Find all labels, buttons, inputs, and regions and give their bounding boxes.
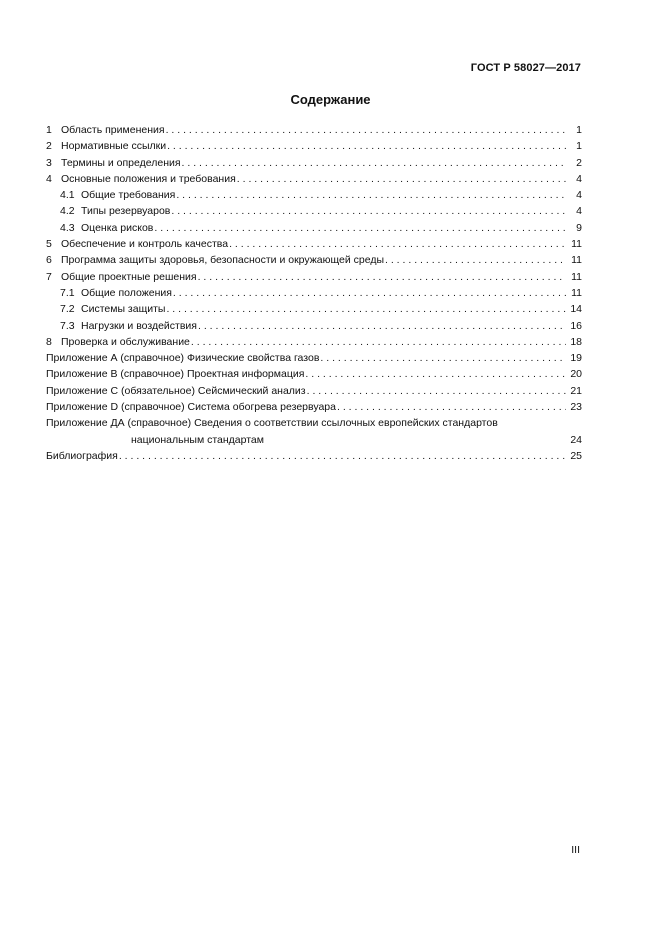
- toc-entry-number: 3: [46, 156, 52, 169]
- toc-entry-appendix-a[interactable]: [46, 350, 582, 366]
- toc-entry-4-3[interactable]: [46, 220, 582, 236]
- toc-entry-label: Нагрузки и воздействия: [81, 319, 197, 332]
- toc-leader-dots: [167, 138, 566, 154]
- toc-leader-dots: [320, 350, 566, 366]
- toc-leader-dots: [166, 122, 566, 138]
- toc-entry-page: 16: [570, 319, 582, 332]
- toc-entry-number: 4.1: [60, 189, 75, 202]
- toc-entry-number: 7.3: [60, 319, 75, 332]
- toc-leader-dots: [385, 252, 566, 268]
- page-number: III: [571, 844, 580, 856]
- toc-entry-7-2[interactable]: [46, 301, 582, 317]
- toc-entry-number: 6: [46, 254, 52, 267]
- toc-leader-dots: [182, 155, 566, 171]
- toc-entry-page: 18: [570, 335, 582, 348]
- toc-entry-label-line2: национальным стандартам: [131, 433, 264, 446]
- toc-entry-bibliography[interactable]: [46, 448, 582, 464]
- toc-entry-page: 4: [576, 189, 582, 202]
- toc-entry-7-3[interactable]: [46, 318, 582, 334]
- toc-entry-label: Библиография: [46, 449, 118, 462]
- toc-entry-appendix-b[interactable]: [46, 366, 582, 382]
- toc-entry-page: 25: [570, 449, 582, 462]
- toc-entry-label: Общие положения: [81, 286, 172, 299]
- toc-entry-label: Общие проектные решения: [61, 270, 197, 283]
- toc-leader-dots: [166, 301, 566, 317]
- toc-leader-dots: [198, 269, 566, 285]
- toc-leader-dots: [305, 366, 566, 382]
- toc-leader-dots: [229, 236, 566, 252]
- toc-entry-page: 14: [570, 303, 582, 316]
- toc-entry-1[interactable]: [46, 122, 582, 138]
- toc-leader-dots: [198, 318, 566, 334]
- document-standard-id: ГОСТ Р 58027—2017: [470, 62, 581, 74]
- toc-entry-number: 1: [46, 124, 52, 136]
- toc-entry-page: 4: [576, 205, 582, 218]
- toc-entry-label: Приложение В (справочное) Проектная информация: [46, 368, 305, 381]
- toc-entry-number: 7.2: [60, 303, 75, 316]
- toc-entry-appendix-d[interactable]: [46, 399, 582, 415]
- toc-entry-label: Типы резервуаров: [81, 205, 171, 218]
- toc-entry-number: 4: [46, 172, 52, 185]
- toc-entry-label: Общие требования: [81, 189, 176, 202]
- toc-entry-label: Оценка рисков: [81, 221, 154, 234]
- toc-entry-page: 23: [570, 401, 582, 414]
- toc-entry-label: Обеспечение и контроль качества: [61, 238, 229, 251]
- toc-entry-5[interactable]: [46, 236, 582, 252]
- toc-leader-dots: [154, 220, 566, 236]
- toc-entry-number: 4.3: [60, 221, 75, 234]
- toc-entry-page: 9: [576, 221, 582, 234]
- toc-entry-number: 7.1: [60, 286, 75, 299]
- toc-entry-page: 11: [571, 254, 582, 267]
- toc-entry-label: Нормативные ссылки: [61, 140, 167, 153]
- toc-entry-label: Основные положения и требования: [61, 172, 236, 185]
- toc-entry-2[interactable]: [46, 138, 582, 154]
- toc-entry-appendix-da[interactable]: [46, 415, 582, 448]
- toc-entry-number: 5: [46, 238, 52, 251]
- toc-entry-page: 21: [570, 384, 582, 397]
- toc-leader-dots: [337, 399, 566, 415]
- toc-entry-number: 4.2: [60, 205, 75, 218]
- toc-leader-dots: [176, 187, 566, 203]
- toc-entry-6[interactable]: [46, 252, 582, 268]
- toc-leader-dots: [191, 334, 566, 350]
- toc-entry-page: 19: [570, 352, 582, 365]
- toc-entry-page: 4: [576, 172, 582, 185]
- toc-entry-page: 11: [571, 238, 582, 251]
- toc-leader-dots: [173, 285, 566, 301]
- toc-entry-label: Системы защиты: [81, 303, 166, 316]
- toc-leader-dots: [119, 448, 566, 464]
- toc-leader-dots: [237, 171, 566, 187]
- toc-entry-number: 7: [46, 270, 52, 283]
- toc-entry-3[interactable]: [46, 155, 582, 171]
- toc-entry-7-1[interactable]: [46, 285, 582, 301]
- toc-entry-page: 20: [570, 368, 582, 381]
- toc-entry-page: 11: [571, 270, 582, 283]
- toc-title: Содержание: [290, 92, 371, 107]
- table-of-contents: [46, 122, 582, 464]
- toc-entry-page: 24: [570, 433, 582, 446]
- toc-leader-dots: [171, 203, 566, 219]
- toc-entry-label: Приложение А (справочное) Физические свойства газов: [46, 352, 320, 365]
- toc-entry-4-2[interactable]: [46, 203, 582, 219]
- toc-entry-page: 11: [571, 286, 582, 299]
- toc-leader-dots: [307, 383, 566, 399]
- toc-entry-page: 1: [576, 124, 582, 136]
- toc-entry-7[interactable]: [46, 269, 582, 285]
- toc-entry-8[interactable]: [46, 334, 582, 350]
- toc-entry-number: 2: [46, 140, 52, 153]
- toc-entry-number: 8: [46, 335, 52, 348]
- toc-entry-label: Программа защиты здоровья, безопасности и окружающей среды: [61, 254, 385, 267]
- toc-entry-label: Проверка и обслуживание: [61, 335, 190, 348]
- toc-entry-label: Область применения: [61, 124, 165, 136]
- toc-entry-label: Термины и определения: [61, 156, 181, 169]
- toc-entry-label: Приложение С (обязательное) Сейсмический анализ: [46, 384, 306, 397]
- toc-entry-label: Приложение D (справочное) Система обогрева резервуара: [46, 401, 336, 414]
- toc-entry-4-1[interactable]: [46, 187, 582, 203]
- toc-entry-4[interactable]: [46, 171, 582, 187]
- toc-entry-page: 2: [576, 156, 582, 169]
- toc-entry-page: 1: [576, 140, 582, 153]
- toc-entry-appendix-c[interactable]: [46, 383, 582, 399]
- toc-entry-label-line1: Приложение ДА (справочное) Сведения о соответствии ссылочных европейских стандартов: [46, 417, 498, 430]
